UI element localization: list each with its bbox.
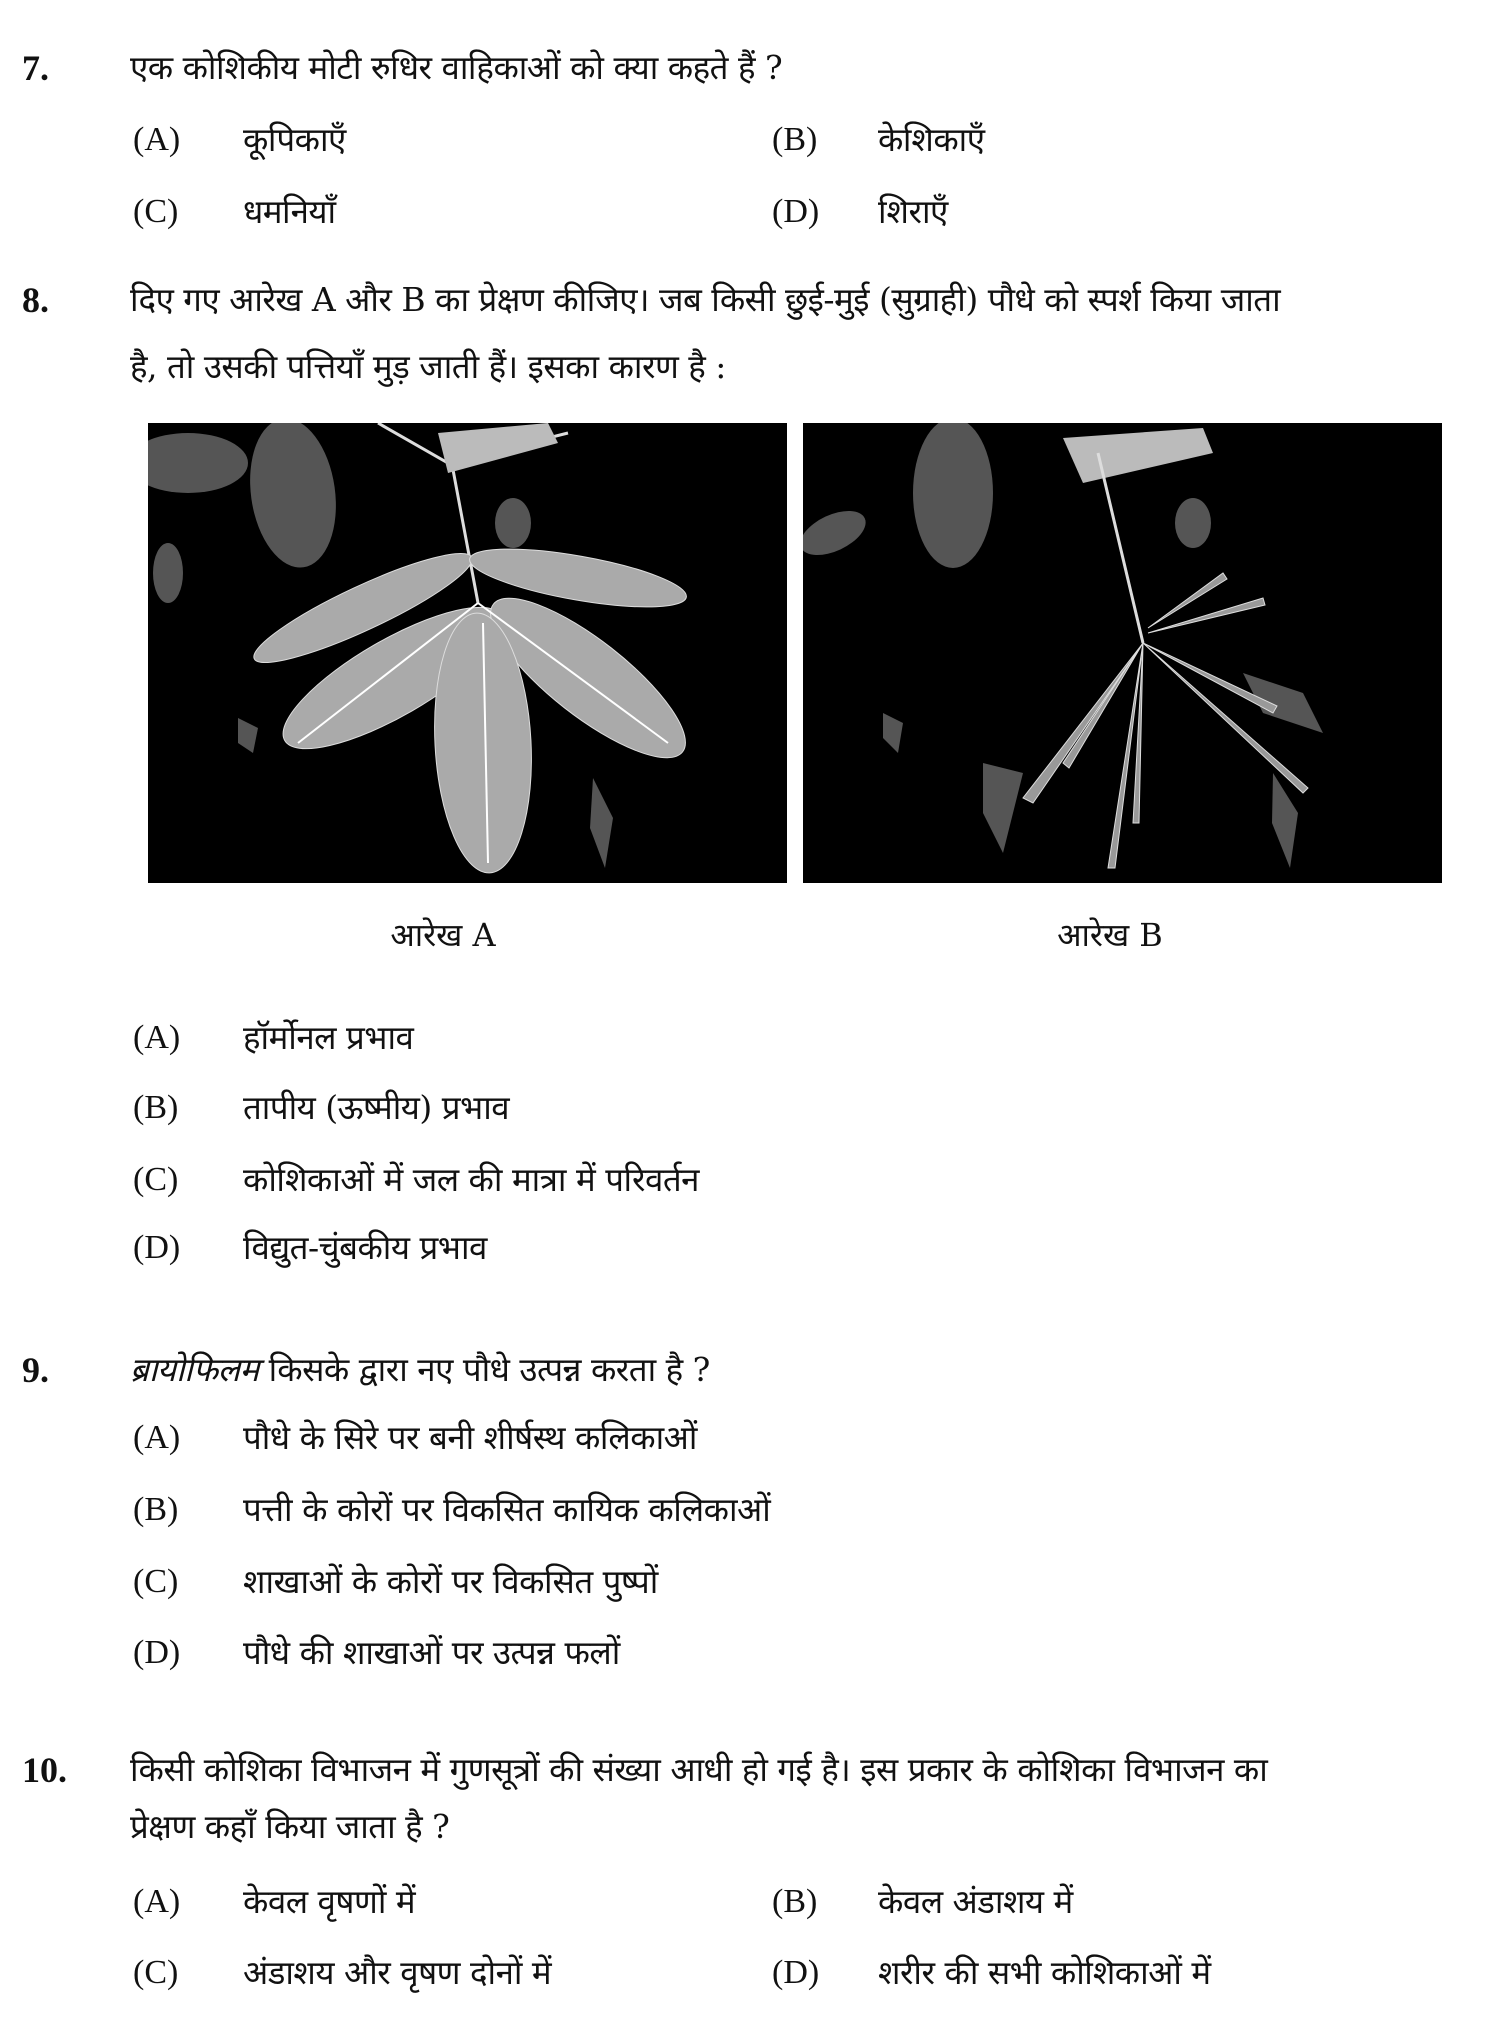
figure-a-mimosa-open [148,423,787,883]
question-text-rest: किसके द्वारा नए पौधे उत्पन्न करता है ? [258,1350,710,1389]
question-term-italic: ब्रायोफिलम [130,1350,259,1389]
option-b: केशिकाएँ [878,120,985,159]
option-d: विद्युत-चुंबकीय प्रभाव [243,1228,487,1267]
option-c: शाखाओं के कोरों पर विकसित पुष्पों [243,1562,658,1601]
option-label-c: (C) [133,1954,179,1991]
question-text-line-2: है, तो उसकी पत्तियाँ मुड़ जाती हैं। इसका कारण है : [130,347,726,386]
question-text-line-1: किसी कोशिका विभाजन में गुणसूत्रों की संख्या आधी हो गई है। इस प्रकार के कोशिका विभाजन का [130,1750,1268,1789]
option-label-d: (D) [133,1229,181,1266]
option-label-b: (B) [772,1883,818,1920]
option-a: पौधे के सिरे पर बनी शीर्षस्थ कलिकाओं [243,1418,697,1457]
option-b: पत्ती के कोरों पर विकसित कायिक कलिकाओं [243,1490,771,1529]
option-a: हॉर्मोनल प्रभाव [243,1018,414,1057]
figure-b-caption: आरेख B [1057,916,1163,954]
question-number: 8. [22,280,49,320]
question-text-line-2: प्रेक्षण कहाँ किया जाता है ? [130,1807,450,1846]
option-label-c: (C) [133,193,179,230]
question-number: 9. [22,1350,49,1390]
option-c: धमनियाँ [243,192,336,231]
question-text: एक कोशिकीय मोटी रुधिर वाहिकाओं को क्या कहते हैं ? [130,48,783,87]
option-b: केवल अंडाशय में [878,1882,1073,1921]
option-label-c: (C) [133,1161,179,1198]
option-c: अंडाशय और वृषण दोनों में [243,1953,552,1992]
figure-b-mimosa-folded [803,423,1442,883]
question-text-line-1: दिए गए आरेख A और B का प्रेक्षण कीजिए। जब किसी छुई-मुई (सुग्राही) पौधे को स्पर्श किया जाता [130,280,1281,319]
option-a: केवल वृषणों में [243,1882,416,1921]
option-label-c: (C) [133,1563,179,1600]
option-label-a: (A) [133,121,181,158]
option-a: कूपिकाएँ [243,120,346,159]
question-number: 7. [22,48,49,88]
option-d: पौधे की शाखाओं पर उत्पन्न फलों [243,1633,620,1672]
option-c: कोशिकाओं में जल की मात्रा में परिवर्तन [243,1160,699,1199]
option-d: शिराएँ [878,192,948,231]
option-label-b: (B) [772,121,818,158]
option-label-b: (B) [133,1491,179,1528]
option-label-a: (A) [133,1019,181,1056]
option-d: शरीर की सभी कोशिकाओं में [878,1953,1211,1992]
option-label-b: (B) [133,1089,179,1126]
option-b: तापीय (ऊष्मीय) प्रभाव [243,1088,510,1127]
question-number: 10. [22,1750,67,1790]
question-text [130,1348,710,1392]
option-label-d: (D) [772,193,820,230]
option-label-a: (A) [133,1883,181,1920]
option-label-d: (D) [133,1634,181,1671]
option-label-a: (A) [133,1419,181,1456]
option-label-d: (D) [772,1954,820,1991]
figure-a-caption: आरेख A [390,916,496,954]
